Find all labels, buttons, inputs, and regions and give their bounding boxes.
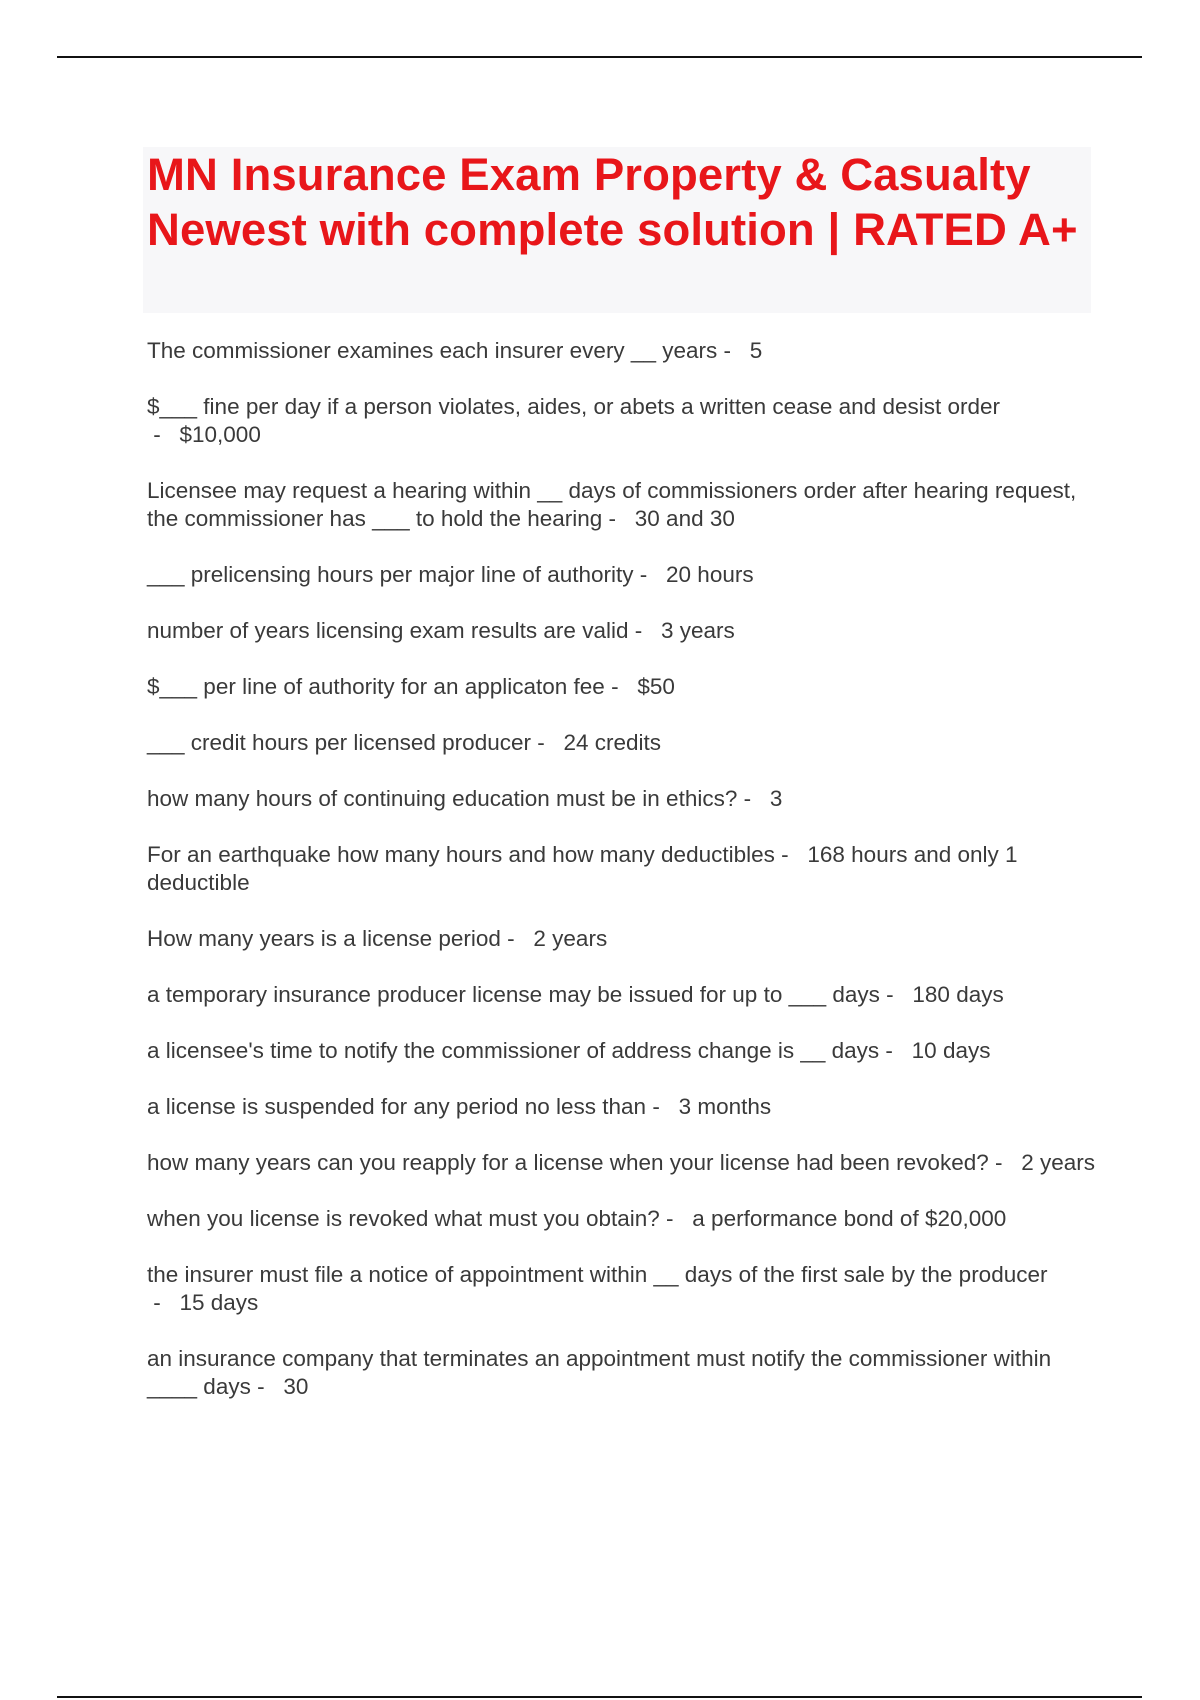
question-text: For an earthquake how many hours and how many deductibles	[147, 842, 775, 867]
answer-separator: -	[530, 730, 564, 755]
answer-text: a performance bond of $20,000	[692, 1206, 1007, 1231]
answer-text: 30 and 30	[634, 506, 735, 531]
answer-separator: -	[988, 1150, 1022, 1175]
qa-item	[147, 981, 1097, 1009]
answer-text: 3 years	[660, 618, 735, 643]
answer-separator: -	[604, 674, 638, 699]
qa-item	[147, 1205, 1097, 1233]
answer-separator: -	[147, 1290, 180, 1315]
question-text: when you license is revoked what must you obtain?	[147, 1206, 660, 1231]
question-text: Licensee may request a hearing within __ days of commissioners order after hearing request, the commissioner has ___ to hold the hearing	[147, 478, 1077, 531]
qa-item	[147, 785, 1097, 813]
qa-item	[147, 673, 1097, 701]
question-text: a licensee's time to notify the commissioner of address change is __ days	[147, 1038, 880, 1063]
answer-text: 20 hours	[666, 562, 754, 587]
question-text: $___ per line of authority for an applicaton fee	[147, 674, 605, 699]
title-banner	[143, 147, 1091, 313]
question-text: an insurance company that terminates an appointment must notify the commissioner within ____ days	[147, 1346, 1052, 1399]
qa-item	[147, 1261, 1097, 1317]
answer-separator: -	[737, 786, 770, 811]
answer-text: 10 days	[911, 1038, 991, 1063]
qa-item	[147, 477, 1097, 533]
answer-text: 24 credits	[563, 730, 662, 755]
qa-item	[147, 841, 1097, 897]
answer-text: 180 days	[912, 982, 1004, 1007]
qa-item	[147, 1037, 1097, 1065]
question-text: the insurer must file a notice of appointment within __ days of the first sale by the producer	[147, 1262, 1048, 1287]
answer-separator: -	[879, 1038, 912, 1063]
question-text: a license is suspended for any period no less than	[147, 1094, 647, 1119]
question-text: ___ prelicensing hours per major line of authority	[147, 562, 634, 587]
question-text: how many years can you reapply for a license when your license had been revoked?	[147, 1150, 989, 1175]
answer-text: 168 hours and only 1 deductible	[147, 842, 1018, 895]
answer-separator: -	[147, 422, 180, 447]
answer-text: 3	[769, 786, 783, 811]
question-text: number of years licensing exam results are valid	[147, 618, 629, 643]
answer-separator: -	[646, 1094, 679, 1119]
answer-text: 5	[749, 338, 763, 363]
qa-item	[147, 561, 1097, 589]
qa-item	[147, 925, 1097, 953]
qa-item	[147, 617, 1097, 645]
question-text: How many years is a license period	[147, 926, 501, 951]
question-text: a temporary insurance producer license may be issued for up to ___ days	[147, 982, 880, 1007]
answer-separator: -	[717, 338, 750, 363]
answer-separator: -	[659, 1206, 693, 1231]
header-rule	[57, 56, 1142, 58]
answer-separator: -	[633, 562, 667, 587]
qa-item	[147, 1149, 1097, 1177]
answer-text: $50	[637, 674, 675, 699]
question-text: $___ fine per day if a person violates, aides, or abets a written cease and desist order	[147, 394, 1001, 419]
answer-separator: -	[250, 1374, 284, 1399]
question-text: how many hours of continuing education must be in ethics?	[147, 786, 738, 811]
question-text: The commissioner examines each insurer every __ years	[147, 338, 718, 363]
qa-item	[147, 1345, 1097, 1401]
answer-separator: -	[879, 982, 913, 1007]
answer-text: 15 days	[179, 1290, 259, 1315]
answer-text: 2 years	[1021, 1150, 1096, 1175]
answer-separator: -	[602, 506, 635, 531]
document-title: MN Insurance Exam Property & Casualty Newest with complete solution | RATED A+	[147, 149, 1078, 255]
question-text: ___ credit hours per licensed producer	[147, 730, 531, 755]
answer-separator: -	[500, 926, 534, 951]
qa-item	[147, 729, 1097, 757]
qa-item	[147, 1093, 1097, 1121]
answer-text: 30	[283, 1374, 309, 1399]
answer-separator: -	[774, 842, 808, 867]
answer-separator: -	[628, 618, 661, 643]
answer-text: 3 months	[678, 1094, 772, 1119]
answer-text: 2 years	[533, 926, 608, 951]
question-answer-list	[147, 337, 1097, 1429]
qa-item	[147, 337, 1097, 365]
qa-item	[147, 393, 1097, 449]
footer-rule	[57, 1696, 1142, 1698]
answer-text: $10,000	[179, 422, 261, 447]
